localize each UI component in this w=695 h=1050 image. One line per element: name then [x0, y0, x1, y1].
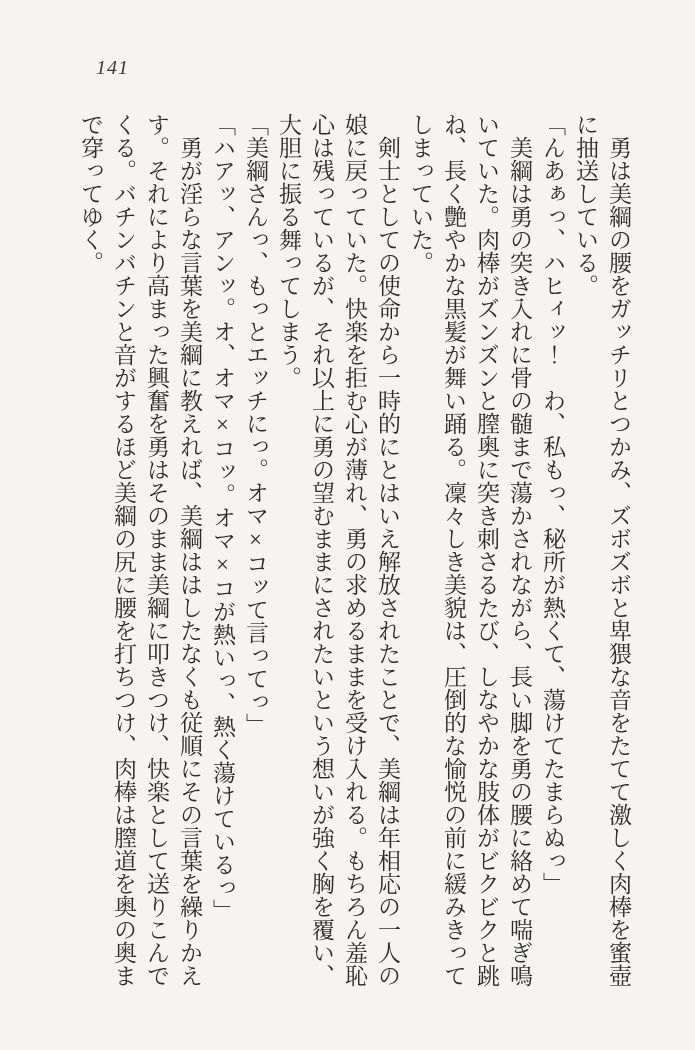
paragraph: 「美綱さんっ、もっとエッチにっ。オマ×コッて言ってっ」	[243, 113, 268, 736]
paragraph: 勇は美綱の腰をガッチリとつかみ、ズボズボと卑猥な音をたてて激しく肉棒を蜜壺に抽送している。	[573, 113, 631, 987]
page-number: 141	[96, 57, 129, 79]
paragraph: 剣士としての使命から一時的にとはいえ解放されたことで、美綱は年相応の一人の娘に戻っていた。快楽を拒む心が薄れ、勇の求めるままを受け入れる。もちろん羞恥心は残っているが、それ以上に勇の望むままにされたいという想いが強く胸を覆い、大胆に振る舞ってしまう。	[276, 113, 400, 987]
paragraph: 美綱は勇の突き入れに骨の髄まで蕩かされながら、長い脚を勇の腰に絡めて喘ぎ鳴いていた。肉棒がズンズンと膣奥に突き刺さるたび、しなやかな肢体がビクビクと跳ね、長く艶やかな黒髪が舞い踊る。凜々しき美貌は、圧倒的な愉悦の前に緩みきってしまっていた。	[408, 113, 532, 987]
paragraph: 「んあぁっ、ハヒィッ！ わ、私もっ、秘所が熱くて、蕩けてたまらぬっ」	[540, 113, 565, 895]
paragraph: 勇が淫らな言葉を美綱に教えれば、美綱ははしたなくも従順にその言葉を繰りかえす。それにより高まった興奮を勇はそのまま美綱に叩きつけ、快楽として送りこんでくる。バチンバチンと音がするほど美綱の尻に腰を打ちつけ、肉棒は膣道を奥の奥まで穿ってゆく。	[78, 113, 202, 987]
paragraph: 「ハアッ、アンッ。オ、オマ×コッ。オマ×コが熱いっ、熱く蕩けているっ」	[210, 113, 235, 922]
body-text	[74, 113, 635, 989]
